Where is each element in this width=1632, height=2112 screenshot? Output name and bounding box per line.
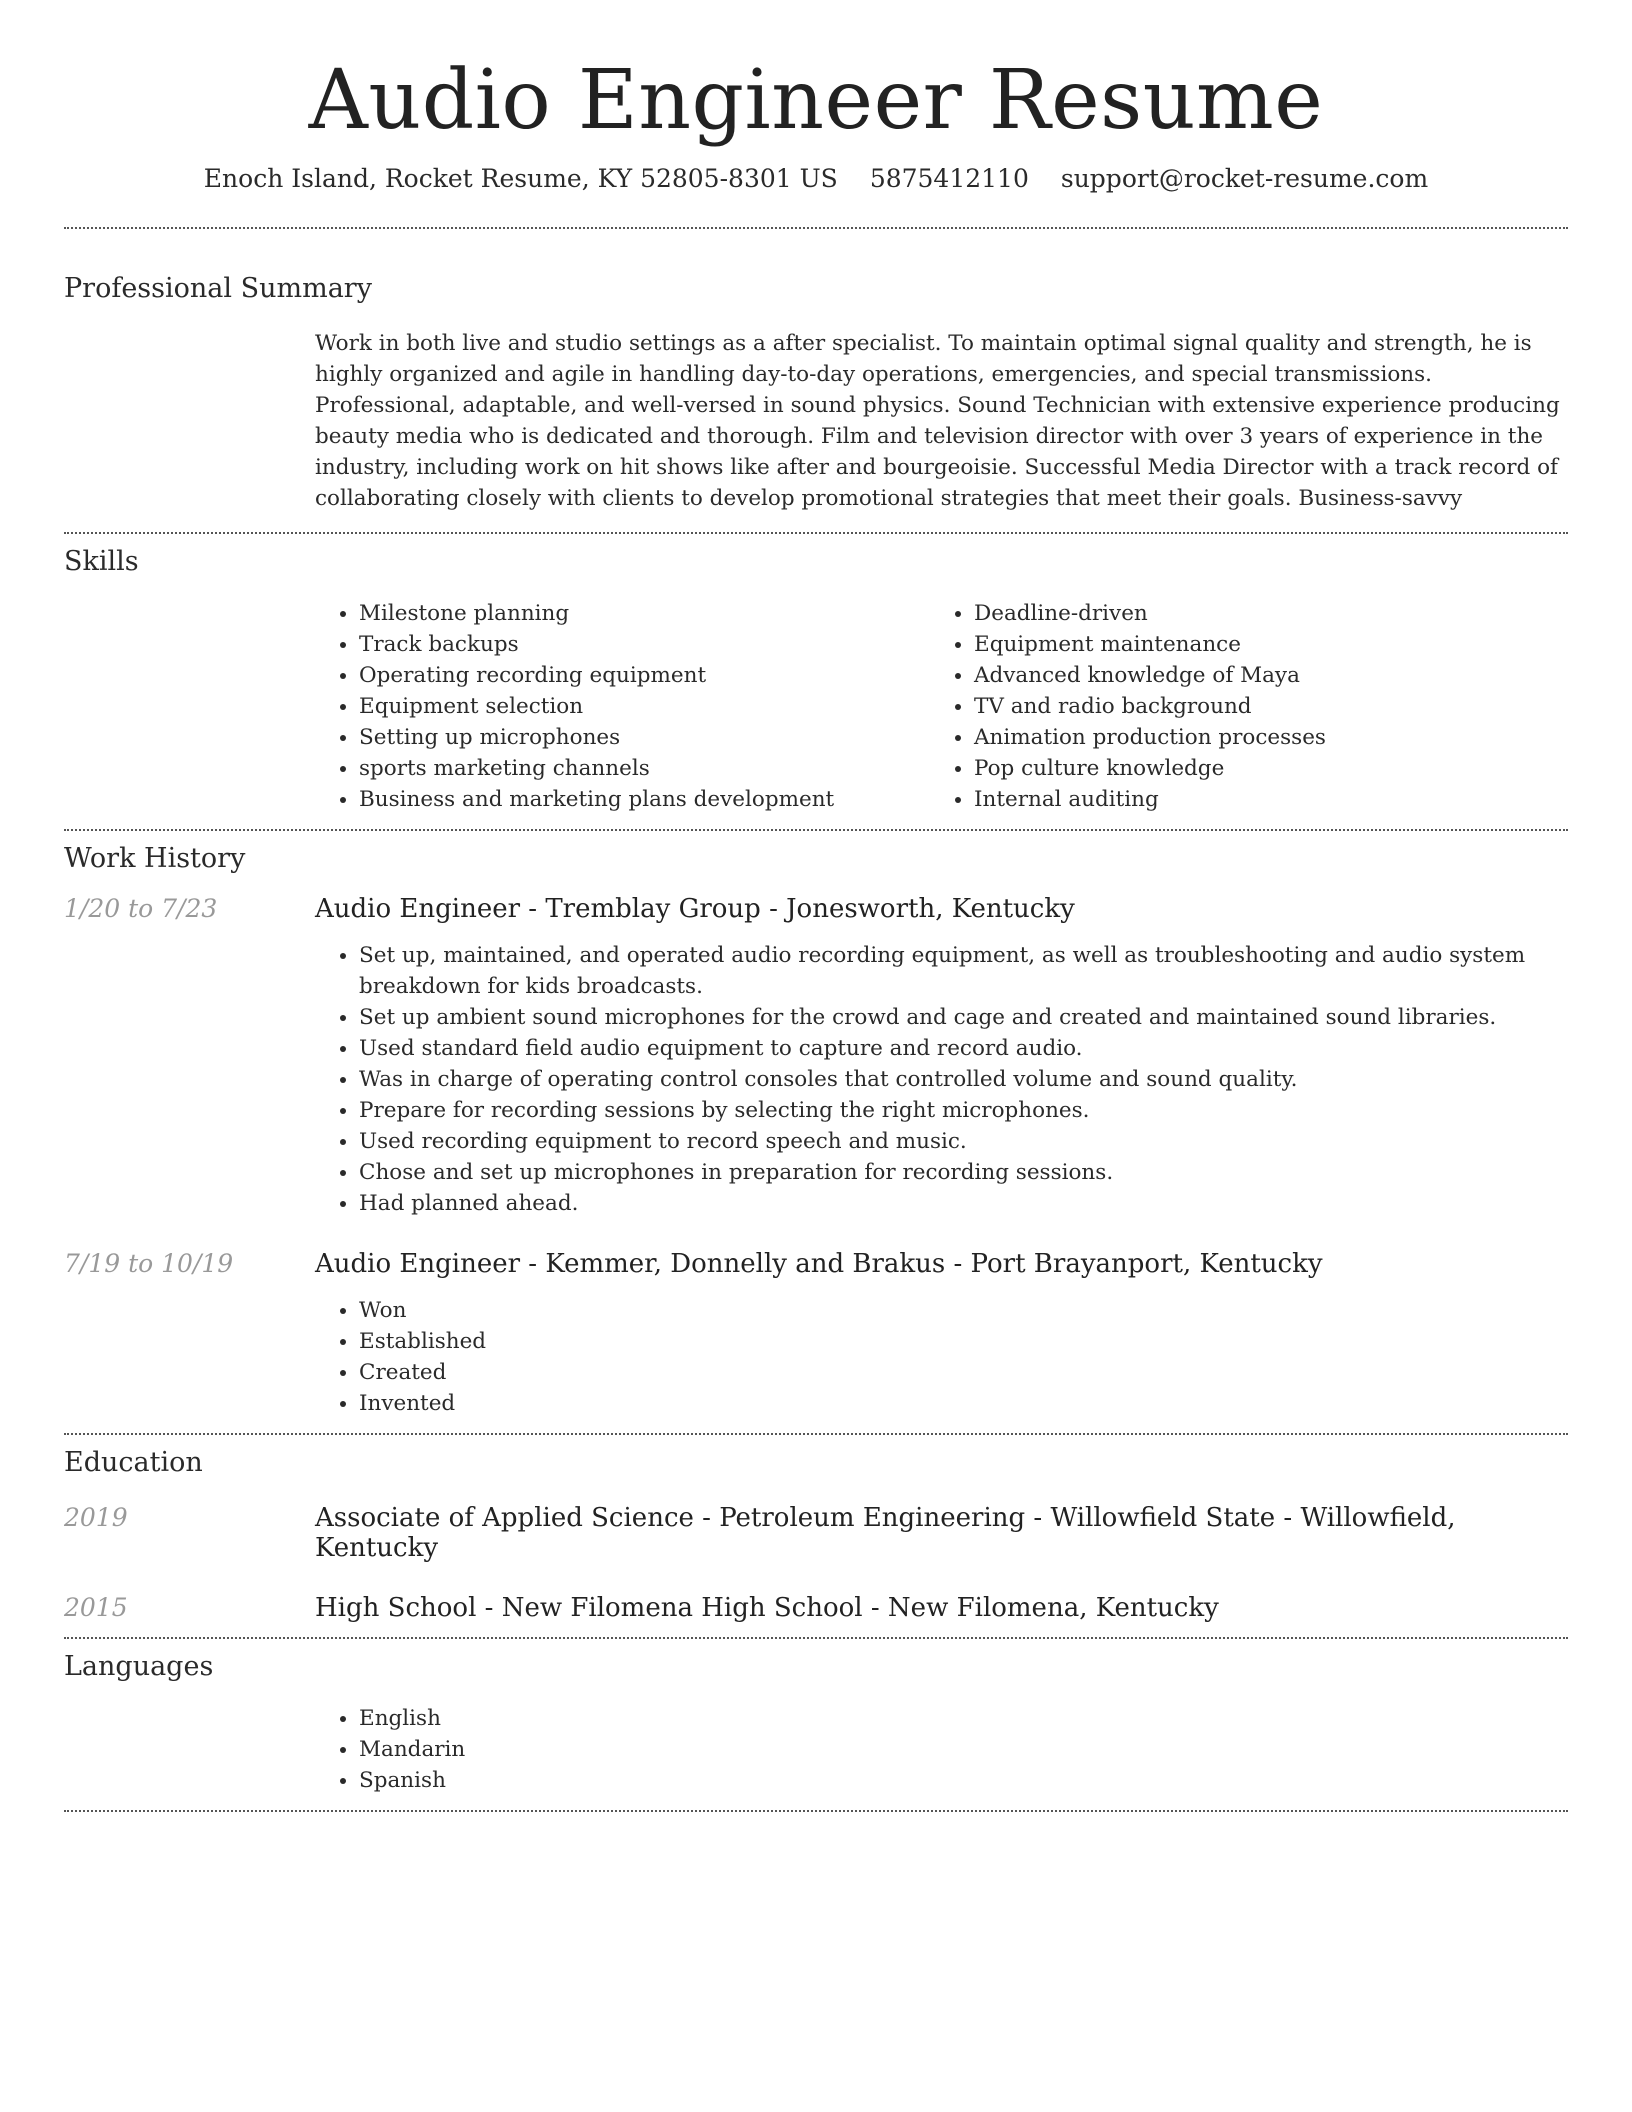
- skill-item: • Advanced knowledge of Maya: [974, 660, 1545, 691]
- list-item: • Used recording equipment to record speech and music.: [359, 1126, 1568, 1157]
- work-history-section: [64, 843, 1568, 1432]
- job-entry: [64, 894, 1568, 1219]
- job-entry: [64, 1249, 1568, 1419]
- list-item: • Mandarin: [359, 1734, 1568, 1765]
- spacer: [64, 1623, 1568, 1637]
- skill-item: • Equipment selection: [359, 691, 930, 722]
- list-item: • Prepare for recording sessions by selecting the right microphones.: [359, 1095, 1568, 1126]
- skill-item: • Deadline-driven: [974, 598, 1545, 629]
- summary-text: Work in both live and studio settings as a after specialist. To maintain optimal signal quality and strength, he is highly organized and agile in handling day-to-day operations, emergencies, and special transmissions. Professional, adaptable, and well-versed in sound physics. Sound Technician with extensive experience producing beauty media who is dedicated and thorough. Film and television director with over 3 years of experience in the industry, including work on hit shows like after and bourgeoisie. Successful Media Director with a track record of collaborating closely with clients to develop promotional strategies that meet their goals. Business-savvy: [315, 330, 1560, 511]
- education-year: 2019: [64, 1502, 128, 1532]
- education-entry: [64, 1593, 1568, 1623]
- section-divider: [64, 227, 1568, 229]
- work-history-heading: Work History: [64, 843, 246, 875]
- skills-section: [64, 546, 1568, 815]
- contact-address: Enoch Island, Rocket Resume, KY 52805-8301 US: [203, 164, 838, 194]
- list-item: • Established: [359, 1326, 1568, 1357]
- education-heading-text: High School - New Filomena High School - New Filomena, Kentucky: [315, 1592, 1219, 1623]
- summary-section: [64, 273, 1568, 513]
- job-bullets: [315, 940, 1568, 1219]
- job-heading: Audio Engineer - Tremblay Group - Jonesworth, Kentucky: [315, 893, 1075, 924]
- education-heading: Education: [64, 1446, 203, 1478]
- section-divider: [64, 1810, 1568, 1812]
- section-divider: [64, 1433, 1568, 1435]
- section-divider: [64, 1637, 1568, 1639]
- education-heading-text: Associate of Applied Science - Petroleum Engineering - Willowfield State - Willowfield, Kentucky: [315, 1502, 1456, 1563]
- skill-item: • Equipment maintenance: [974, 629, 1545, 660]
- languages-list: [315, 1703, 1568, 1796]
- list-item: • Set up ambient sound microphones for the crowd and cage and created and maintained sound libraries.: [359, 1002, 1568, 1033]
- skill-item: • Setting up microphones: [359, 722, 930, 753]
- job-header: [64, 1249, 1568, 1279]
- skills-heading: Skills: [64, 545, 139, 577]
- contact-line: [64, 164, 1568, 193]
- contact-email: support@rocket-resume.com: [1060, 164, 1429, 194]
- spacer: [64, 1419, 1568, 1433]
- list-item: • Set up, maintained, and operated audio recording equipment, as well as troubleshooting and audio system breakdown for kids broadcasts.: [359, 940, 1568, 1002]
- section-divider: [64, 829, 1568, 831]
- job-bullet-list: [315, 1295, 1568, 1419]
- skill-item: • Track backups: [359, 629, 930, 660]
- list-item: • Invented: [359, 1388, 1568, 1419]
- list-item: • English: [359, 1703, 1568, 1734]
- skill-item: • Internal auditing: [974, 784, 1545, 815]
- list-item: • Was in charge of operating control consoles that controlled volume and sound quality.: [359, 1064, 1568, 1095]
- resume-title: Audio Engineer Resume: [308, 53, 1324, 148]
- list-item: • Created: [359, 1357, 1568, 1388]
- skill-item: • Pop culture knowledge: [974, 753, 1545, 784]
- job-dates: 1/20 to 7/23: [64, 893, 218, 923]
- skill-item: • Animation production processes: [974, 722, 1545, 753]
- skills-list-right: [930, 598, 1545, 815]
- skill-item: • Milestone planning: [359, 598, 930, 629]
- education-year: 2015: [64, 1592, 128, 1622]
- skills-grid: [315, 598, 1568, 815]
- skill-item: • Operating recording equipment: [359, 660, 930, 691]
- skills-list-left: [315, 598, 930, 815]
- job-bullet-list: [315, 940, 1568, 1219]
- section-divider: [64, 532, 1568, 534]
- job-heading: Audio Engineer - Kemmer, Donnelly and Brakus - Port Brayanport, Kentucky: [315, 1248, 1323, 1279]
- job-header: [64, 894, 1568, 924]
- list-item: • Had planned ahead.: [359, 1188, 1568, 1219]
- languages-heading: Languages: [64, 1650, 214, 1682]
- summary-heading: Professional Summary: [64, 273, 372, 305]
- contact-phone: 5875412110: [869, 164, 1029, 194]
- job-dates: 7/19 to 10/19: [64, 1248, 234, 1278]
- skill-item: • sports marketing channels: [359, 753, 930, 784]
- list-item: • Won: [359, 1295, 1568, 1326]
- skill-item: • TV and radio background: [974, 691, 1545, 722]
- list-item: • Used standard field audio equipment to capture and record audio.: [359, 1033, 1568, 1064]
- languages-section: [64, 1651, 1568, 1796]
- job-bullets: [315, 1295, 1568, 1419]
- education-section: [64, 1447, 1568, 1637]
- language-bullet-list: [315, 1703, 1568, 1796]
- skill-item: • Business and marketing plans development: [359, 784, 930, 815]
- education-entry: [64, 1503, 1568, 1563]
- list-item: • Chose and set up microphones in preparation for recording sessions.: [359, 1157, 1568, 1188]
- list-item: • Spanish: [359, 1765, 1568, 1796]
